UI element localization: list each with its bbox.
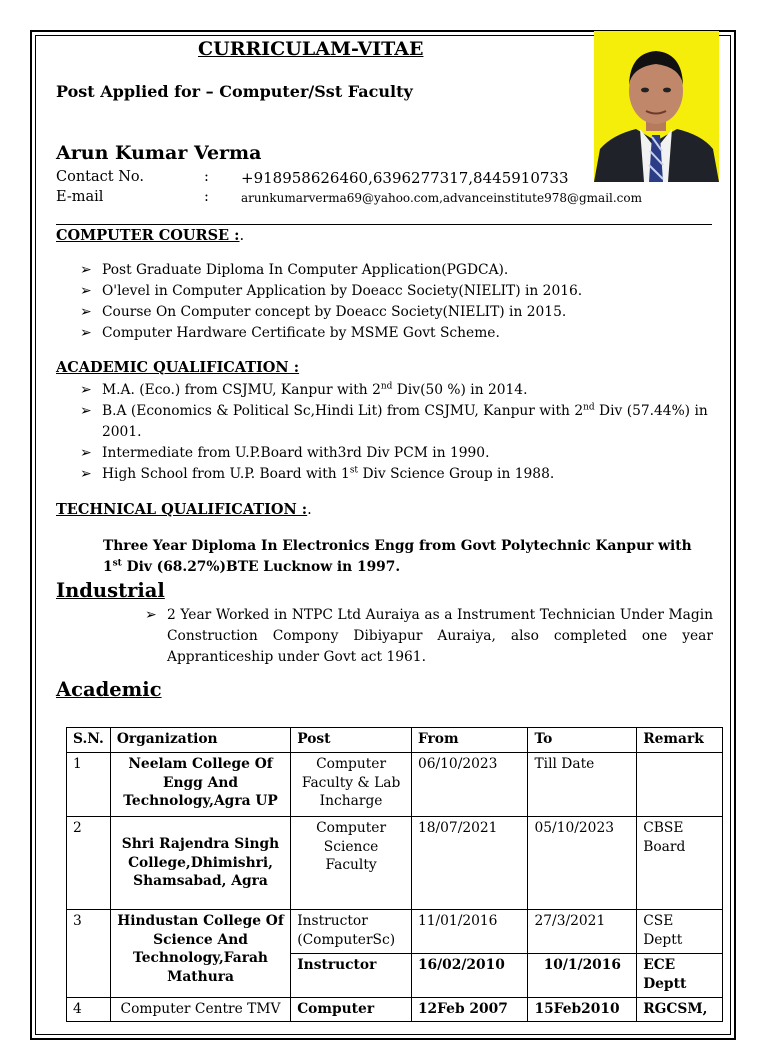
column-header: Post <box>291 728 412 753</box>
column-header: S.N. <box>67 728 111 753</box>
cell-remark: RGCSM, <box>637 998 723 1022</box>
list-item: ➢ Computer Hardware Certificate by MSME Govt Scheme. <box>80 323 582 344</box>
list-item: ➢ M.A. (Eco.) from CSJMU, Kanpur with 2nd Div(50 %) in 2014. <box>80 380 713 401</box>
cell-from: 16/02/2010 <box>411 954 528 998</box>
person-photo-icon <box>594 31 719 182</box>
cell-remark <box>637 753 723 817</box>
cell-organization: Computer Centre TMV <box>110 998 290 1022</box>
arrow-bullet-icon: ➢ <box>80 262 92 278</box>
column-header: To <box>528 728 637 753</box>
list-item: ➢ Post Graduate Diploma In Computer Application(PGDCA). <box>80 260 582 281</box>
arrow-bullet-icon: ➢ <box>80 382 92 398</box>
cell-from: 11/01/2016 <box>411 910 528 954</box>
column-header: From <box>411 728 528 753</box>
cell-to: 27/3/2021 <box>528 910 637 954</box>
arrow-bullet-icon: ➢ <box>80 466 92 482</box>
technical-qualification-text: Three Year Diploma In Electronics Engg from Govt Polytechnic Kanpur with 1st Div (68.27%)BTE Lucknow in 1997. <box>103 538 692 575</box>
cell-to: Till Date <box>528 753 637 817</box>
email-colon: : <box>204 189 209 205</box>
cell-organization: Shri Rajendra Singh College,Dhimishri, Shamsabad, Agra <box>110 817 290 910</box>
cell-to: 05/10/2023 <box>528 817 637 910</box>
list-item: ➢ Intermediate from U.P.Board with3rd Div PCM in 1990. <box>80 443 713 464</box>
list-item: ➢ 2 Year Worked in NTPC Ltd Auraiya as a Instrument Technician Under Magin Construction Compony Dibiyapur Auraiya, also completed one year Appranticeship under Govt act 1961. <box>145 607 713 665</box>
list-item: ➢ Course On Computer concept by Doeacc Society(NIELIT) in 2015. <box>80 302 582 323</box>
cell-from: 12Feb 2007 <box>411 998 528 1022</box>
cell-organization: Neelam College Of Engg And Technology,Agra UP <box>110 753 290 817</box>
column-header: Remark <box>637 728 723 753</box>
document-title: CURRICULAM-VITAE <box>198 38 424 60</box>
academic-qualification-heading: ACADEMIC QUALIFICATION : <box>56 359 300 376</box>
industrial-list <box>145 605 713 668</box>
email-label: E-mail <box>56 189 104 205</box>
arrow-bullet-icon: ➢ <box>80 283 92 299</box>
cell-post: Computer Faculty & Lab Incharge <box>291 753 412 817</box>
cell-from: 06/10/2023 <box>411 753 528 817</box>
contact-value: +918958626460,6396277317,8445910733 <box>241 169 569 187</box>
contact-label: Contact No. <box>56 169 144 185</box>
industrial-heading: Industrial <box>56 579 165 602</box>
profile-photo <box>594 31 719 182</box>
technical-qualification-heading <box>56 501 312 518</box>
cell-post: Instructor <box>291 954 412 998</box>
post-applied: Post Applied for – Computer/Sst Faculty <box>56 82 413 101</box>
technical-qualification-heading-suffix: . <box>307 502 312 518</box>
arrow-bullet-icon: ➢ <box>80 445 92 461</box>
computer-course-heading <box>56 227 244 244</box>
list-item: ➢ O'level in Computer Application by Doeacc Society(NIELIT) in 2016. <box>80 281 582 302</box>
academic-heading: Academic <box>56 678 162 701</box>
cell-sn: 2 <box>67 817 111 910</box>
arrow-bullet-icon: ➢ <box>80 325 92 341</box>
arrow-bullet-icon: ➢ <box>145 607 157 623</box>
table-row <box>67 910 723 954</box>
cell-sn: 3 <box>67 910 111 998</box>
cell-remark: CSE Deptt <box>637 910 723 954</box>
cell-sn: 4 <box>67 998 111 1022</box>
table-header-row <box>67 728 723 753</box>
cell-sn: 1 <box>67 753 111 817</box>
technical-qualification-heading-text: TECHNICAL QUALIFICATION : <box>56 501 308 518</box>
computer-course-heading-suffix: . <box>239 228 245 244</box>
table-row <box>67 998 723 1022</box>
cell-to: 10/1/2016 <box>528 954 637 998</box>
computer-course-heading-text: COMPUTER COURSE : <box>56 227 240 244</box>
academic-experience-table <box>66 727 723 1022</box>
cell-organization: Hindustan College Of Science And Technology,Farah Mathura <box>110 910 290 998</box>
arrow-bullet-icon: ➢ <box>80 403 92 419</box>
candidate-name: Arun Kumar Verma <box>56 142 262 164</box>
list-item: ➢ B.A (Economics & Political Sc,Hindi Lit) from CSJMU, Kanpur with 2nd Div (57.44%) in 2001. <box>80 402 708 440</box>
cell-remark: CBSE Board <box>637 817 723 910</box>
contact-colon: : <box>204 169 209 185</box>
cell-post: Computer <box>291 998 412 1022</box>
table-row <box>67 817 723 910</box>
email-value: arunkumarverma69@yahoo.com,advanceinstitute978@gmail.com <box>241 191 643 205</box>
column-header: Organization <box>110 728 290 753</box>
cell-remark: ECE Deptt <box>637 954 723 998</box>
cell-from: 18/07/2021 <box>411 817 528 910</box>
arrow-bullet-icon: ➢ <box>80 304 92 320</box>
list-item: ➢ High School from U.P. Board with 1st Div Science Group in 1988. <box>80 464 713 485</box>
academic-qualification-list <box>80 380 713 485</box>
cell-post: Computer Science Faculty <box>291 817 412 910</box>
cell-to: 15Feb2010 <box>528 998 637 1022</box>
cell-post: Instructor (ComputerSc) <box>291 910 412 954</box>
table-row <box>67 753 723 817</box>
computer-course-list <box>80 260 582 344</box>
header-divider <box>56 224 712 225</box>
